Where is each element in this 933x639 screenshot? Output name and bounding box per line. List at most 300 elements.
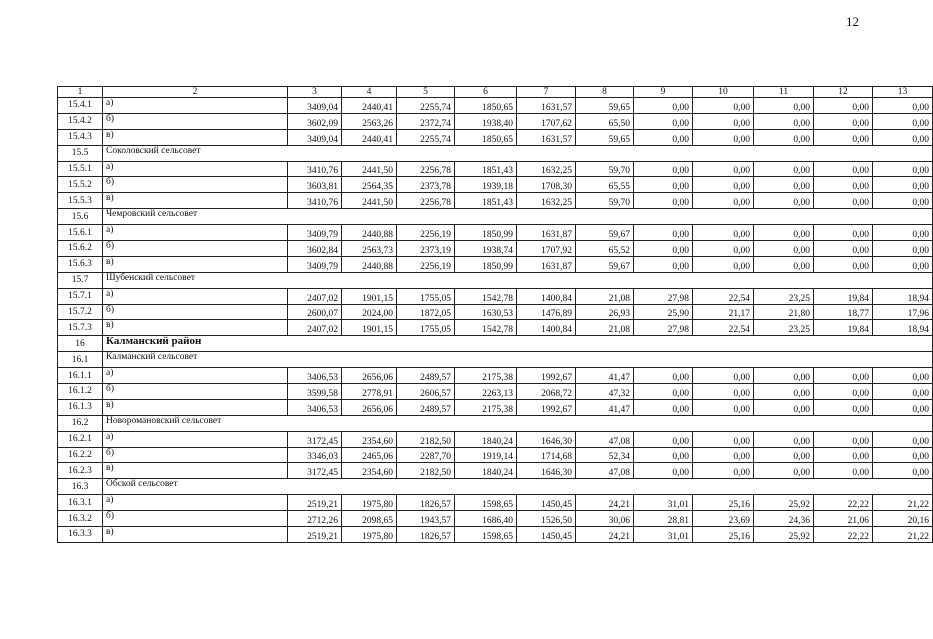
table-row [58, 527, 933, 543]
value-cell: 2407,02 [288, 320, 342, 336]
value-cell: 0,00 [754, 161, 814, 177]
value-cell: 1646,30 [517, 463, 576, 479]
value-cell: 2256,19 [397, 256, 455, 272]
value-cell: 2024,00 [342, 304, 397, 320]
value-cell: 0,00 [754, 113, 814, 129]
value-cell: 0,00 [634, 368, 693, 384]
value-cell: 0,00 [754, 399, 814, 415]
value-cell: 0,00 [814, 161, 873, 177]
value-cell: 1526,50 [517, 511, 576, 527]
value-cell: 2263,13 [455, 384, 517, 400]
row-code: 15.7.3 [58, 320, 103, 336]
value-cell: 0,00 [634, 256, 693, 272]
row-code: 15.7.1 [58, 288, 103, 304]
row-code: 15.5.3 [58, 193, 103, 209]
column-header: 6 [455, 87, 517, 98]
value-cell: 19,84 [814, 288, 873, 304]
value-cell: 3602,84 [288, 241, 342, 257]
value-cell: 1632,25 [517, 193, 576, 209]
value-cell: 30,06 [576, 511, 634, 527]
value-cell: 0,00 [873, 161, 933, 177]
value-cell: 0,00 [814, 256, 873, 272]
value-cell: 1707,92 [517, 241, 576, 257]
value-cell: 0,00 [814, 129, 873, 145]
table-row [58, 511, 933, 527]
value-cell: 0,00 [754, 98, 814, 114]
table-row [58, 495, 933, 511]
value-cell: 2182,50 [397, 431, 455, 447]
value-cell: 1632,25 [517, 161, 576, 177]
value-cell: 23,25 [754, 320, 814, 336]
value-cell: 1840,24 [455, 463, 517, 479]
row-code: 16.2.1 [58, 431, 103, 447]
value-cell: 0,00 [873, 431, 933, 447]
value-cell: 2175,38 [455, 368, 517, 384]
row-code: 15.7 [58, 272, 103, 288]
variant-label: в) [103, 463, 288, 479]
value-cell: 1714,68 [517, 447, 576, 463]
table-row [58, 177, 933, 193]
section-row [58, 145, 933, 161]
variant-label: в) [103, 256, 288, 272]
value-cell: 0,00 [873, 129, 933, 145]
value-cell: 2656,06 [342, 368, 397, 384]
variant-label: б) [103, 304, 288, 320]
value-cell: 1850,99 [455, 225, 517, 241]
row-code: 15.7.2 [58, 304, 103, 320]
value-cell: 2372,74 [397, 113, 455, 129]
value-cell: 1840,24 [455, 431, 517, 447]
value-cell: 1850,65 [455, 98, 517, 114]
column-header: 11 [754, 87, 814, 98]
value-cell: 1919,14 [455, 447, 517, 463]
value-cell: 59,67 [576, 256, 634, 272]
value-cell: 24,21 [576, 495, 634, 511]
section-title: Чемровский сельсовет [103, 209, 933, 225]
value-cell: 3406,53 [288, 368, 342, 384]
value-cell: 0,00 [693, 161, 754, 177]
value-cell: 2373,78 [397, 177, 455, 193]
value-cell: 19,84 [814, 320, 873, 336]
value-cell: 0,00 [693, 241, 754, 257]
value-cell: 0,00 [693, 256, 754, 272]
value-cell: 1938,74 [455, 241, 517, 257]
value-cell: 22,22 [814, 527, 873, 543]
value-cell: 25,92 [754, 527, 814, 543]
section-row [58, 209, 933, 225]
value-cell: 3172,45 [288, 463, 342, 479]
row-code: 16.1 [58, 352, 103, 368]
value-cell: 0,00 [693, 399, 754, 415]
value-cell: 3602,09 [288, 113, 342, 129]
value-cell: 0,00 [634, 447, 693, 463]
table-row [58, 113, 933, 129]
section-row [58, 479, 933, 495]
value-cell: 0,00 [873, 447, 933, 463]
value-cell: 0,00 [814, 113, 873, 129]
value-cell: 31,01 [634, 527, 693, 543]
variant-label: а) [103, 288, 288, 304]
value-cell: 23,69 [693, 511, 754, 527]
value-cell: 0,00 [814, 463, 873, 479]
variant-label: а) [103, 431, 288, 447]
column-header: 7 [517, 87, 576, 98]
value-cell: 21,06 [814, 511, 873, 527]
value-cell: 0,00 [754, 129, 814, 145]
value-cell: 2656,06 [342, 399, 397, 415]
row-code: 16.2.3 [58, 463, 103, 479]
value-cell: 22,54 [693, 320, 754, 336]
row-code: 15.6.3 [58, 256, 103, 272]
value-cell: 0,00 [693, 113, 754, 129]
page-number: 12 [846, 14, 859, 29]
value-cell: 1992,67 [517, 368, 576, 384]
row-code: 15.4.3 [58, 129, 103, 145]
section-title: Калманский район [103, 336, 933, 352]
column-header: 4 [342, 87, 397, 98]
value-cell: 0,00 [754, 256, 814, 272]
value-cell: 2175,38 [455, 399, 517, 415]
value-cell: 0,00 [634, 98, 693, 114]
value-cell: 2489,57 [397, 368, 455, 384]
variant-label: в) [103, 527, 288, 543]
variant-label: а) [103, 225, 288, 241]
table-row [58, 161, 933, 177]
section-title: Обской сельсовет [103, 479, 933, 495]
value-cell: 2373,19 [397, 241, 455, 257]
table-row [58, 193, 933, 209]
row-code: 15.5.1 [58, 161, 103, 177]
section-title: Соколовский сельсовет [103, 145, 933, 161]
row-code: 15.4.1 [58, 98, 103, 114]
table-row [58, 98, 933, 114]
value-cell: 59,67 [576, 225, 634, 241]
value-cell: 0,00 [754, 368, 814, 384]
value-cell: 0,00 [873, 463, 933, 479]
column-header: 2 [103, 87, 288, 98]
value-cell: 1646,30 [517, 431, 576, 447]
value-cell: 2255,74 [397, 98, 455, 114]
column-header: 13 [873, 87, 933, 98]
value-cell: 18,94 [873, 320, 933, 336]
value-cell: 2778,91 [342, 384, 397, 400]
row-code: 16.3.3 [58, 527, 103, 543]
value-cell: 1755,05 [397, 320, 455, 336]
value-cell: 20,16 [873, 511, 933, 527]
value-cell: 0,00 [693, 368, 754, 384]
value-cell: 2519,21 [288, 495, 342, 511]
column-header: 3 [288, 87, 342, 98]
value-cell: 0,00 [693, 177, 754, 193]
value-cell: 1939,18 [455, 177, 517, 193]
section-row [58, 272, 933, 288]
value-cell: 3346,03 [288, 447, 342, 463]
value-cell: 1992,67 [517, 399, 576, 415]
value-cell: 0,00 [634, 161, 693, 177]
value-cell: 3406,53 [288, 399, 342, 415]
value-cell: 1850,65 [455, 129, 517, 145]
value-cell: 25,16 [693, 495, 754, 511]
variant-label: б) [103, 447, 288, 463]
variant-label: б) [103, 384, 288, 400]
variant-label: а) [103, 495, 288, 511]
value-cell: 0,00 [873, 368, 933, 384]
value-cell: 0,00 [814, 193, 873, 209]
value-cell: 0,00 [873, 98, 933, 114]
value-cell: 31,01 [634, 495, 693, 511]
value-cell: 2098,65 [342, 511, 397, 527]
value-cell: 0,00 [873, 113, 933, 129]
value-cell: 0,00 [814, 225, 873, 241]
value-cell: 21,22 [873, 527, 933, 543]
header-row [58, 87, 933, 98]
value-cell: 2287,70 [397, 447, 455, 463]
value-cell: 0,00 [634, 399, 693, 415]
value-cell: 2489,57 [397, 399, 455, 415]
value-cell: 59,70 [576, 161, 634, 177]
value-cell: 25,92 [754, 495, 814, 511]
value-cell: 0,00 [873, 384, 933, 400]
value-cell: 1450,45 [517, 527, 576, 543]
table-row [58, 241, 933, 257]
value-cell: 25,90 [634, 304, 693, 320]
value-cell: 1901,15 [342, 288, 397, 304]
column-header: 5 [397, 87, 455, 98]
value-cell: 59,70 [576, 193, 634, 209]
value-cell: 2440,88 [342, 225, 397, 241]
value-cell: 2354,60 [342, 431, 397, 447]
value-cell: 21,08 [576, 320, 634, 336]
value-cell: 2465,06 [342, 447, 397, 463]
table-row [58, 384, 933, 400]
table-row [58, 225, 933, 241]
value-cell: 3409,04 [288, 98, 342, 114]
value-cell: 0,00 [814, 98, 873, 114]
value-cell: 24,21 [576, 527, 634, 543]
section-title: Калманский сельсовет [103, 352, 933, 368]
row-code: 16.2.2 [58, 447, 103, 463]
value-cell: 3410,76 [288, 193, 342, 209]
value-cell: 0,00 [814, 368, 873, 384]
value-cell: 1826,57 [397, 495, 455, 511]
table-row [58, 129, 933, 145]
value-cell: 1631,57 [517, 129, 576, 145]
value-cell: 0,00 [634, 193, 693, 209]
value-cell: 0,00 [754, 225, 814, 241]
value-cell: 2256,78 [397, 161, 455, 177]
value-cell: 59,65 [576, 129, 634, 145]
row-code: 16.1.1 [58, 368, 103, 384]
value-cell: 0,00 [693, 225, 754, 241]
value-cell: 3172,45 [288, 431, 342, 447]
value-cell: 2256,19 [397, 225, 455, 241]
variant-label: в) [103, 193, 288, 209]
value-cell: 1755,05 [397, 288, 455, 304]
value-cell: 0,00 [814, 177, 873, 193]
value-cell: 0,00 [634, 129, 693, 145]
value-cell: 21,08 [576, 288, 634, 304]
row-code: 15.5 [58, 145, 103, 161]
value-cell: 2441,50 [342, 161, 397, 177]
value-cell: 2440,88 [342, 256, 397, 272]
value-cell: 1631,87 [517, 225, 576, 241]
table-row [58, 320, 933, 336]
value-cell: 1826,57 [397, 527, 455, 543]
variant-label: а) [103, 368, 288, 384]
column-header: 9 [634, 87, 693, 98]
column-header: 8 [576, 87, 634, 98]
row-code: 16.3.2 [58, 511, 103, 527]
section-row [58, 352, 933, 368]
value-cell: 0,00 [754, 384, 814, 400]
value-cell: 1975,80 [342, 527, 397, 543]
value-cell: 0,00 [693, 98, 754, 114]
variant-label: б) [103, 241, 288, 257]
value-cell: 3409,79 [288, 225, 342, 241]
section-row [58, 415, 933, 431]
value-cell: 2407,02 [288, 288, 342, 304]
value-cell: 1630,53 [455, 304, 517, 320]
value-cell: 24,36 [754, 511, 814, 527]
value-cell: 22,54 [693, 288, 754, 304]
value-cell: 52,34 [576, 447, 634, 463]
value-cell: 2255,74 [397, 129, 455, 145]
value-cell: 2564,35 [342, 177, 397, 193]
value-cell: 2441,50 [342, 193, 397, 209]
value-cell: 3410,76 [288, 161, 342, 177]
value-cell: 21,22 [873, 495, 933, 511]
value-cell: 0,00 [693, 193, 754, 209]
value-cell: 18,94 [873, 288, 933, 304]
value-cell: 0,00 [754, 463, 814, 479]
value-cell: 1476,89 [517, 304, 576, 320]
row-code: 15.6 [58, 209, 103, 225]
table-row [58, 431, 933, 447]
row-code: 16.1.2 [58, 384, 103, 400]
section-row [58, 336, 933, 352]
value-cell: 2440,41 [342, 129, 397, 145]
value-cell: 2182,50 [397, 463, 455, 479]
value-cell: 65,55 [576, 177, 634, 193]
value-cell: 2256,78 [397, 193, 455, 209]
value-cell: 1598,65 [455, 495, 517, 511]
value-cell: 47,08 [576, 463, 634, 479]
value-cell: 18,77 [814, 304, 873, 320]
column-header: 12 [814, 87, 873, 98]
row-code: 16.1.3 [58, 399, 103, 415]
row-code: 15.6.1 [58, 225, 103, 241]
value-cell: 2354,60 [342, 463, 397, 479]
value-cell: 27,98 [634, 288, 693, 304]
value-cell: 0,00 [634, 463, 693, 479]
value-cell: 1851,43 [455, 161, 517, 177]
value-cell: 47,08 [576, 431, 634, 447]
value-cell: 21,17 [693, 304, 754, 320]
value-cell: 27,98 [634, 320, 693, 336]
column-header: 1 [58, 87, 103, 98]
value-cell: 1631,87 [517, 256, 576, 272]
value-cell: 1707,62 [517, 113, 576, 129]
value-cell: 0,00 [814, 241, 873, 257]
value-cell: 0,00 [814, 399, 873, 415]
value-cell: 2606,57 [397, 384, 455, 400]
value-cell: 0,00 [873, 256, 933, 272]
variant-label: б) [103, 177, 288, 193]
value-cell: 0,00 [754, 241, 814, 257]
value-cell: 17,96 [873, 304, 933, 320]
value-cell: 0,00 [634, 177, 693, 193]
value-cell: 28,81 [634, 511, 693, 527]
value-cell: 22,22 [814, 495, 873, 511]
value-cell: 3603,81 [288, 177, 342, 193]
value-cell: 47,32 [576, 384, 634, 400]
row-code: 16.3.1 [58, 495, 103, 511]
value-cell: 1450,45 [517, 495, 576, 511]
value-cell: 0,00 [754, 193, 814, 209]
table-row [58, 447, 933, 463]
table-row [58, 288, 933, 304]
value-cell: 0,00 [754, 431, 814, 447]
value-cell: 1850,99 [455, 256, 517, 272]
table-row [58, 304, 933, 320]
variant-label: в) [103, 129, 288, 145]
value-cell: 0,00 [693, 431, 754, 447]
value-cell: 65,50 [576, 113, 634, 129]
table-row [58, 463, 933, 479]
tariff-table [57, 86, 933, 543]
value-cell: 0,00 [634, 384, 693, 400]
variant-label: в) [103, 399, 288, 415]
value-cell: 65,52 [576, 241, 634, 257]
row-code: 16 [58, 336, 103, 352]
row-code: 15.4.2 [58, 113, 103, 129]
value-cell: 2068,72 [517, 384, 576, 400]
value-cell: 41,47 [576, 399, 634, 415]
value-cell: 1872,05 [397, 304, 455, 320]
value-cell: 0,00 [873, 399, 933, 415]
table-row [58, 256, 933, 272]
value-cell: 1400,84 [517, 288, 576, 304]
value-cell: 0,00 [873, 241, 933, 257]
value-cell: 0,00 [693, 384, 754, 400]
value-cell: 23,25 [754, 288, 814, 304]
value-cell: 1542,78 [455, 288, 517, 304]
value-cell: 0,00 [873, 193, 933, 209]
value-cell: 0,00 [873, 225, 933, 241]
table-body [58, 98, 933, 543]
value-cell: 1851,43 [455, 193, 517, 209]
table-row [58, 368, 933, 384]
value-cell: 0,00 [634, 225, 693, 241]
value-cell: 0,00 [814, 431, 873, 447]
table-row [58, 399, 933, 415]
value-cell: 0,00 [754, 447, 814, 463]
value-cell: 2563,26 [342, 113, 397, 129]
value-cell: 0,00 [634, 241, 693, 257]
value-cell: 0,00 [693, 447, 754, 463]
variant-label: а) [103, 161, 288, 177]
value-cell: 1542,78 [455, 320, 517, 336]
value-cell: 0,00 [634, 431, 693, 447]
value-cell: 0,00 [693, 463, 754, 479]
value-cell: 1598,65 [455, 527, 517, 543]
value-cell: 1400,84 [517, 320, 576, 336]
value-cell: 21,80 [754, 304, 814, 320]
value-cell: 1708,30 [517, 177, 576, 193]
value-cell: 2519,21 [288, 527, 342, 543]
row-code: 16.3 [58, 479, 103, 495]
value-cell: 59,65 [576, 98, 634, 114]
